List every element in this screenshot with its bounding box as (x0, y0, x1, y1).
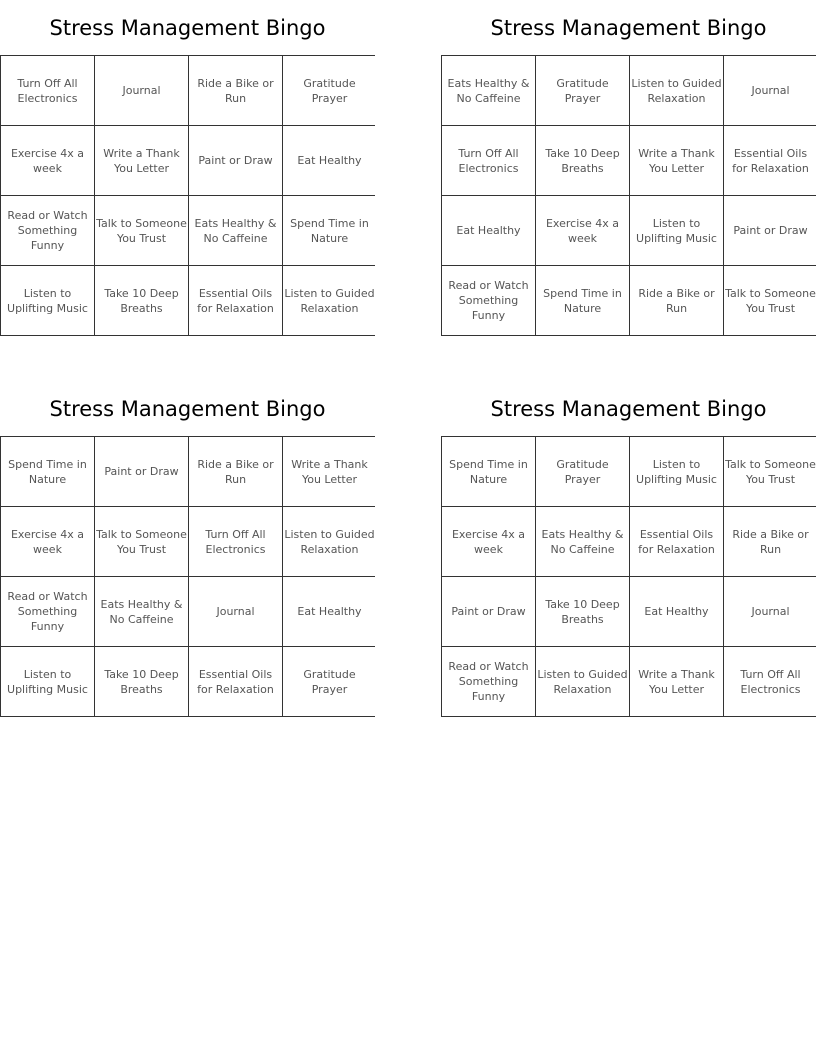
card-title: Stress Management Bingo (490, 397, 767, 421)
bingo-cell: Listen to Uplifting Music (630, 437, 723, 506)
bingo-cell: Talk to Someone You Trust (724, 437, 816, 506)
bingo-cell: Take 10 Deep Breaths (536, 577, 629, 646)
bingo-cell: Talk to Someone You Trust (95, 507, 188, 576)
bingo-cell: Journal (95, 56, 188, 125)
bingo-cell: Essential Oils for Relaxation (189, 266, 282, 335)
bingo-cell: Exercise 4x a week (1, 126, 94, 195)
bingo-cell: Eats Healthy & No Caffeine (95, 577, 188, 646)
bingo-cell: Take 10 Deep Breaths (95, 266, 188, 335)
bingo-cell: Journal (724, 577, 816, 646)
bingo-cell: Turn Off All Electronics (1, 56, 94, 125)
bingo-cell: Paint or Draw (189, 126, 282, 195)
card-title: Stress Management Bingo (49, 16, 326, 40)
bingo-cell: Essential Oils for Relaxation (189, 647, 282, 716)
bingo-cell: Listen to Guided Relaxation (283, 507, 376, 576)
bingo-cell: Eat Healthy (442, 196, 535, 265)
bingo-cell: Gratitude Prayer (536, 56, 629, 125)
bingo-cell: Eat Healthy (283, 126, 376, 195)
bingo-cell: Write a Thank You Letter (283, 437, 376, 506)
bingo-cell: Turn Off All Electronics (724, 647, 816, 716)
bingo-grid (0, 436, 375, 717)
card-title: Stress Management Bingo (49, 397, 326, 421)
bingo-cell: Listen to Uplifting Music (630, 196, 723, 265)
bingo-cell: Talk to Someone You Trust (724, 266, 816, 335)
bingo-grid (441, 436, 816, 717)
bingo-cell: Journal (724, 56, 816, 125)
bingo-cell: Ride a Bike or Run (724, 507, 816, 576)
bingo-cell: Essential Oils for Relaxation (724, 126, 816, 195)
bingo-cell: Gratitude Prayer (283, 647, 376, 716)
bingo-cell: Paint or Draw (724, 196, 816, 265)
bingo-card (441, 381, 816, 717)
bingo-grid (441, 55, 816, 336)
bingo-cell: Turn Off All Electronics (442, 126, 535, 195)
bingo-grid (0, 55, 375, 336)
card-title: Stress Management Bingo (490, 16, 767, 40)
bingo-card (0, 381, 375, 717)
bingo-cell: Write a Thank You Letter (630, 126, 723, 195)
bingo-cell: Paint or Draw (95, 437, 188, 506)
bingo-cell: Read or Watch Something Funny (442, 266, 535, 335)
bingo-cell: Spend Time in Nature (442, 437, 535, 506)
bingo-cell: Write a Thank You Letter (630, 647, 723, 716)
bingo-cell: Turn Off All Electronics (189, 507, 282, 576)
bingo-cell: Read or Watch Something Funny (1, 577, 94, 646)
bingo-cell: Read or Watch Something Funny (442, 647, 535, 716)
bingo-cell: Spend Time in Nature (536, 266, 629, 335)
bingo-cell: Talk to Someone You Trust (95, 196, 188, 265)
bingo-cell: Listen to Uplifting Music (1, 266, 94, 335)
bingo-cell: Journal (189, 577, 282, 646)
bingo-cell: Eat Healthy (630, 577, 723, 646)
bingo-cell: Exercise 4x a week (1, 507, 94, 576)
bingo-cell: Gratitude Prayer (536, 437, 629, 506)
bingo-cell: Paint or Draw (442, 577, 535, 646)
bingo-cell: Take 10 Deep Breaths (536, 126, 629, 195)
bingo-cell: Ride a Bike or Run (189, 437, 282, 506)
bingo-cell: Eats Healthy & No Caffeine (442, 56, 535, 125)
bingo-cell: Read or Watch Something Funny (1, 196, 94, 265)
bingo-cell: Gratitude Prayer (283, 56, 376, 125)
bingo-cell: Eat Healthy (283, 577, 376, 646)
bingo-cell: Ride a Bike or Run (189, 56, 282, 125)
bingo-cell: Listen to Guided Relaxation (536, 647, 629, 716)
bingo-cell: Listen to Guided Relaxation (283, 266, 376, 335)
bingo-card (0, 0, 375, 336)
bingo-cell: Spend Time in Nature (1, 437, 94, 506)
bingo-cell: Eats Healthy & No Caffeine (536, 507, 629, 576)
bingo-cell: Exercise 4x a week (536, 196, 629, 265)
bingo-cell: Eats Healthy & No Caffeine (189, 196, 282, 265)
bingo-cell: Listen to Uplifting Music (1, 647, 94, 716)
bingo-cell: Essential Oils for Relaxation (630, 507, 723, 576)
bingo-cell: Take 10 Deep Breaths (95, 647, 188, 716)
bingo-cell: Listen to Guided Relaxation (630, 56, 723, 125)
bingo-cell: Spend Time in Nature (283, 196, 376, 265)
bingo-card (441, 0, 816, 336)
bingo-cell: Ride a Bike or Run (630, 266, 723, 335)
bingo-cell: Exercise 4x a week (442, 507, 535, 576)
bingo-cell: Write a Thank You Letter (95, 126, 188, 195)
